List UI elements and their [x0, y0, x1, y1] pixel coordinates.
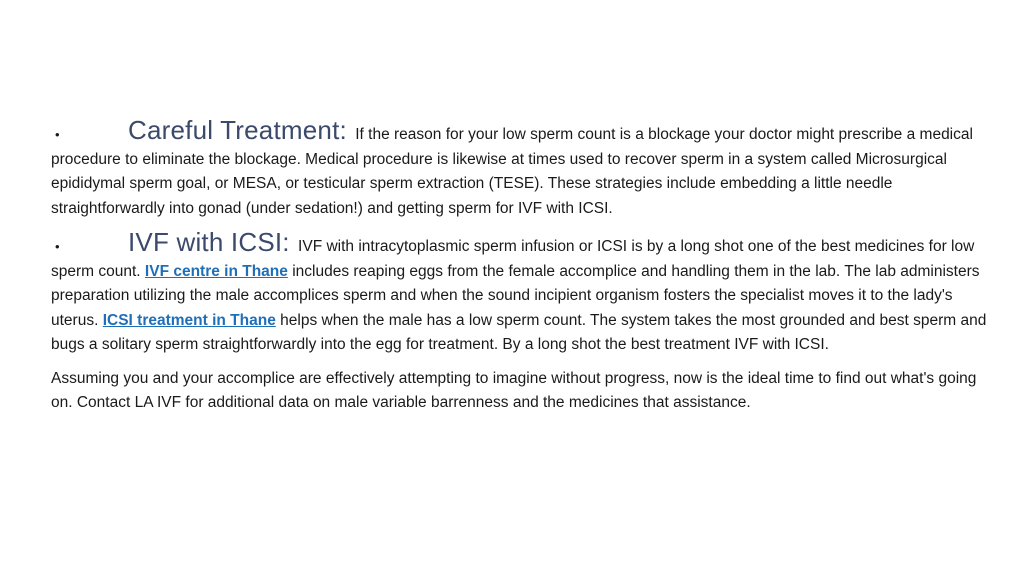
item-text: IVF with intracytoplasmic sperm infusion or ICSI is by a long shot one of the best medicines for low sperm count. [51, 238, 975, 280]
document-body [51, 115, 1001, 425]
bullet-icon: • [55, 127, 60, 142]
bullet-icon: • [55, 239, 60, 254]
ivf-centre-link[interactable]: IVF centre in Thane [144, 262, 288, 280]
item-text: helps when the male has a low sperm count. The system takes the most grounded and best sperm and bugs a solitary sperm straightforwardly into the egg for treatment. By a long shot the best treatment IVF with ICSI. [51, 311, 987, 353]
list-item-careful-treatment [51, 115, 1001, 221]
icsi-treatment-link[interactable]: ICSI treatment in Thane [102, 311, 276, 329]
item-heading: Careful Treatment: [128, 115, 347, 145]
closing-paragraph: Assuming you and your accomplice are effectively attempting to imagine without progress, now is the ideal time to find out what's going on. Contact LA IVF for additional data on male variable barrenness and the medicines that assistance. [51, 369, 977, 411]
list-item-ivf-with-icsi [51, 227, 1001, 358]
item-text: If the reason for your low sperm count is a blockage your doctor might prescribe a medical procedure to eliminate the blockage. Medical procedure is likewise at times used to recover sperm in a system called Microsurgical epididymal sperm goal, or MESA, or testicular sperm extraction (TESE). These strategies include embedding a little needle straightforwardly into gonad (under sedation!) and getting sperm for IVF with ICSI. [51, 126, 973, 217]
item-heading: IVF with ICSI: [128, 227, 290, 257]
item-text: includes reaping eggs from the female accomplice and handling them in the lab. The lab administers preparation utilizing the male accomplices sperm and when the sound incipient organism fosters the specialist moves it to the lady's uterus. [51, 262, 980, 329]
